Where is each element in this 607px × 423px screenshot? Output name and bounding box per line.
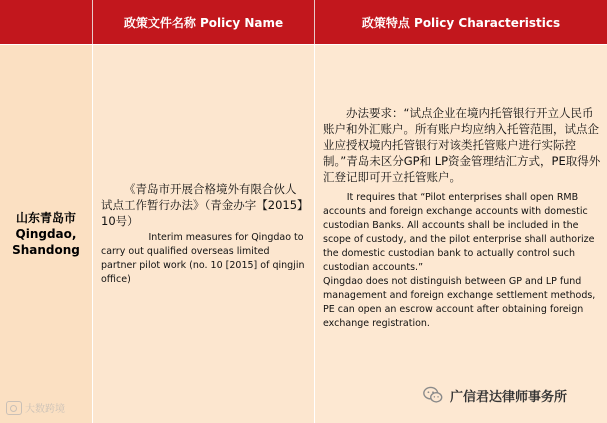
watermark <box>6 400 65 415</box>
characteristics-en-2: Qingdao does not distinguish between GP and LP fund management and foreign exchange settlement methods, PE can open an escrow account after obtaining foreign exchange registration. <box>323 276 596 329</box>
region-en-line2: Shandong <box>12 243 80 257</box>
policy-characteristics-cell <box>315 45 607 423</box>
header-policy-characteristics: 政策特点 Policy Characteristics <box>315 0 607 44</box>
watermark-text: 大数跨境 <box>25 404 65 415</box>
characteristics-zh: 办法要求：“试点企业在境内托管银行开立人民币账户和外汇账户。所有账户均应纳入托管范围，试点企业应授权境内托管银行对该类托管账户进行实际控制。”青岛未区分GP和 LP资金管理结汇方式，PE取得外汇登记即可开立托管账户。 <box>323 106 601 184</box>
header-policy-name: 政策文件名称 Policy Name <box>93 0 315 44</box>
wechat-icon <box>422 384 444 406</box>
region-zh: 山东青岛市 <box>15 211 76 225</box>
camera-icon <box>6 401 22 415</box>
policy-name-zh: 《青岛市开展合格境外有限合伙人试点工作暂行办法》（青金办字【2015】10号） <box>101 182 303 228</box>
region-label <box>12 210 80 258</box>
policy-name-en: Interim measures for Qingdao to carry out qualified overseas limited partner pilot work (no. 10 [2015] of qingjin office) <box>101 232 305 285</box>
policy-name-cell <box>93 45 315 423</box>
region-cell <box>0 45 93 423</box>
header-region <box>0 0 93 44</box>
table-header <box>0 0 607 44</box>
region-en-line1: Qingdao, <box>15 227 77 241</box>
brand-footer <box>422 384 567 406</box>
brand-name: 广信君达律师事务所 <box>450 389 568 405</box>
table-row <box>0 44 607 423</box>
characteristics-en-1: It requires that “Pilot enterprises shall open RMB accounts and foreign exchange accounts with domestic custodian Banks. All accounts shall be included in the scope of custody, and the pilot enterprise shall authorize the domestic custodian bank to actually control such custodian accounts.” <box>323 192 595 273</box>
